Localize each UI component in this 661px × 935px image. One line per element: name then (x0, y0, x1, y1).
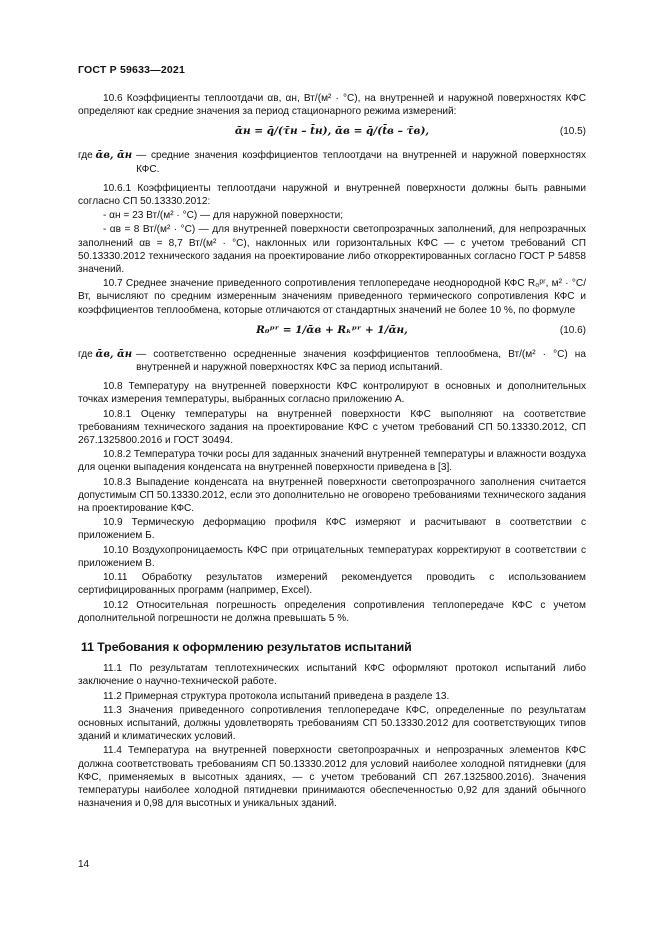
formula-legend (78, 348, 586, 374)
paragraph-10-7: 10.7 Среднее значение приведенного сопротивления теплопередаче неоднородной КФС R₀ᵖʳ, м² · °С/Вт, вычисляют по средним измеренным значениям приведенного термического сопротивления КФС и коэффициентов теплообмена, которые отличаются от стандартных значений не более 10 %, по формуле (78, 278, 586, 316)
legend-description: — средние значения коэффициентов теплоотдачи на внутренней и наружной поверхностях КФС. (136, 150, 586, 175)
legend-lead: где ᾱв, ᾱн (78, 150, 133, 162)
document-header: ГОСТ Р 59633—2021 (78, 64, 186, 76)
formula-legend (78, 149, 586, 175)
formula-expression: R₀ᵖʳ = 1/ᾱв + Rₖᵖʳ + 1/ᾱн, (256, 323, 408, 336)
formula-expression: ᾱн = q̄/(τ̄н – t̄н), ᾱв = q̄/(t̄в – τ̄в), (234, 125, 430, 138)
paragraph-10-6: 10.6 Коэффициенты теплоотдачи αв, αн, Вт/(м² · °С), на внутренней и наружной поверхностях КФС определяют как средние значения за период стационарного режима измерений: (78, 93, 586, 118)
document-body (78, 92, 586, 811)
paragraph-11-4: 11.4 Температура на внутренней поверхности светопрозрачных и непрозрачных элементов КФС должна соответствовать требованиям СП 50.13330.2012 для условий наиболее холодной пятидневки (для КФС, применяемых в высотных зданиях, — с учетом требований СП 267.1325800.2016). Значения температуры наиболее холодной пятидневки принимаются обеспеченностью 0,92 для зданий обычного назначения и 0,98 для высотных и уникальных зданий. (78, 745, 586, 810)
paragraph-10-8: 10.8 Температуру на внутренней поверхности КФС контролируют в основных и дополнительных точках измерения температуры, выбранных согласно приложению А. (78, 381, 586, 406)
legend-symbols: ᾱв, ᾱн (95, 348, 133, 360)
paragraph-10-6-1: 10.6.1 Коэффициенты теплоотдачи наружной и внутренней поверхности должны быть равными согласно СП 50.13330.2012: (78, 182, 586, 208)
legend-lead: где ᾱв, ᾱн (78, 348, 133, 360)
paragraph-10-11: 10.11 Обработку результатов измерений рекомендуется проводить с использованием сертифицированных программ (например, Excel). (78, 572, 586, 597)
formula-number: (10.5) (559, 126, 586, 138)
formula-number: (10.6) (559, 324, 586, 336)
list-item-alpha-n: - αн = 23 Вт/(м² · °С) — для наружной поверхности; (103, 210, 344, 222)
paragraph-10-12: 10.12 Относительная погрешность определения сопротивления теплопередаче КФС с учетом дополнительной погрешности не должна превышать 5 %. (78, 599, 586, 624)
paragraph-10-8-1: 10.8.1 Оценку температуры на внутренней поверхности КФС выполняют на соответствие требованиям технического задания на проектирование КФС с учетом требований СП 50.13330.2012, СП 267.1325800.2016 и ГОСТ 30494. (78, 408, 586, 447)
formula-10-6 (78, 320, 586, 344)
page-number: 14 (78, 859, 90, 870)
paragraph-10-8-2: 10.8.2 Температура точки росы для заданных значений внутренней температуры и влажности воздуха для оценки выпадения конденсата на внутренней поверхности приведена в [3]. (78, 449, 586, 474)
paragraph-10-9: 10.9 Термическую деформацию профиля КФС измеряют и расчитывают в соответствии с приложением Б. (78, 517, 586, 542)
paragraph-11-2: 11.2 Примерная структура протокола испытаний приведена в разделе 13. (103, 690, 450, 702)
list-item-alpha-v: - αв = 8 Вт/(м² · °С) — для внутренней поверхности светопрозрачных заполнений, для непрозрачных заполнений αв = 8,7 Вт/(м² · °С), наклонных или горизонтальных КФС — с учетом требований СП 50.13330.2012 технического задания на проектирование либо откорректированных согласно ГОСТ Р 54858 значений. (78, 224, 586, 276)
paragraph-11-3: 11.3 Значения приведенного сопротивления теплопередаче КФС, определенные по результатам основных испытаний, должны удовлетворять требованиям СП 50.13330.2012 для соответствующих типов зданий и климатических условий. (78, 704, 586, 743)
paragraph-11-1: 11.1 По результатам теплотехнических испытаний КФС оформляют протокол испытаний либо заключение о научно-технической работе. (78, 663, 586, 688)
legend-description: — соответственно осредненные значения коэффициентов теплообмена, Вт/(м² · °С) на внутренней и наружной поверхностях КФС за период испытаний. (136, 348, 586, 374)
paragraph-10-10: 10.10 Воздухопроницаемость КФС при отрицательных температурах корректируют в соответствии с приложением В. (78, 544, 586, 569)
paragraph-10-8-3: 10.8.3 Выпадение конденсата на внутренней поверхности светопрозрачного заполнения считается допустимым СП 50.13330.2012, если это дополнительно не оговорено требованиями технического задания на проектирование КФС. (78, 476, 586, 515)
legend-symbols: ᾱв, ᾱн (95, 150, 133, 162)
formula-10-5 (78, 121, 586, 145)
section-title: 11 Требования к оформлению результатов испытаний (81, 639, 412, 654)
